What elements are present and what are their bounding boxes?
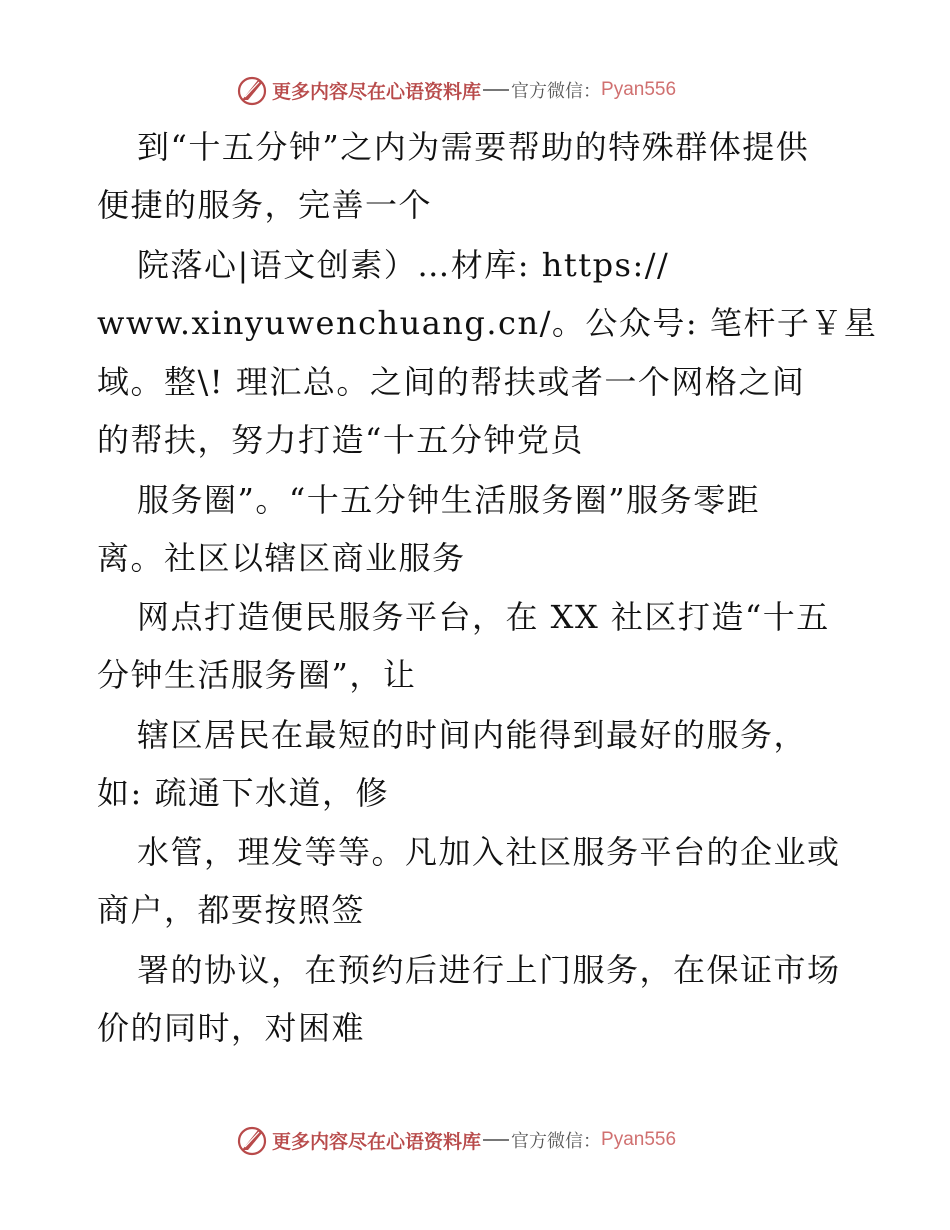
text-line: 到“十五分钟”之内为需要帮助的特殊群体提供 bbox=[137, 128, 810, 166]
text-line: 辖区居民在最短的时间内能得到最好的服务， bbox=[137, 716, 808, 754]
text-line: 商户，都要按照签 bbox=[97, 891, 366, 929]
text-line: 离。社区以辖区商业服务 bbox=[97, 539, 466, 577]
banner-wechat-label: 官方微信： bbox=[511, 1131, 602, 1152]
text-line: 水管，理发等等。凡加入社区服务平台的企业或 bbox=[137, 833, 841, 871]
text-line: www.xinyuwenchuang.cn/。公众号: 笔杆子￥星 bbox=[97, 304, 878, 342]
text-line: 便捷的服务，完善一个 bbox=[97, 186, 433, 224]
banner-separator bbox=[483, 89, 509, 91]
quill-pen-circle-icon bbox=[236, 1124, 268, 1156]
footer-banner bbox=[236, 1122, 756, 1158]
header-banner bbox=[236, 72, 756, 108]
text-line: 署的协议，在预约后进行上门服务，在保证市场 bbox=[137, 951, 841, 989]
text-line: 的帮扶，努力打造“十五分钟党员 bbox=[97, 421, 584, 459]
banner-separator bbox=[483, 1139, 509, 1141]
banner-wechat-id: Pyan556 bbox=[601, 1129, 677, 1150]
text-line: 域。整\! 理汇总。之间的帮扶或者一个网格之间 bbox=[97, 363, 806, 401]
text-line: 网点打造便民服务平台，在 XX 社区打造“十五 bbox=[137, 598, 830, 636]
text-line: 如: 疏通下水道，修 bbox=[97, 774, 389, 812]
banner-wechat-id: Pyan556 bbox=[601, 79, 677, 100]
text-line: 分钟生活服务圈”，让 bbox=[97, 656, 417, 694]
text-line: 服务圈”。“十五分钟生活服务圈”服务零距 bbox=[137, 481, 761, 519]
banner-brand: 更多内容尽在心语资料库 bbox=[272, 80, 482, 103]
banner-brand: 更多内容尽在心语资料库 bbox=[272, 1130, 482, 1153]
text-line: 价的同时，对困难 bbox=[97, 1009, 366, 1047]
quill-pen-circle-icon bbox=[236, 74, 268, 106]
banner-wechat-label: 官方微信： bbox=[511, 81, 602, 102]
text-line: 院落心|语文创素）…材库: https:// bbox=[137, 246, 670, 284]
